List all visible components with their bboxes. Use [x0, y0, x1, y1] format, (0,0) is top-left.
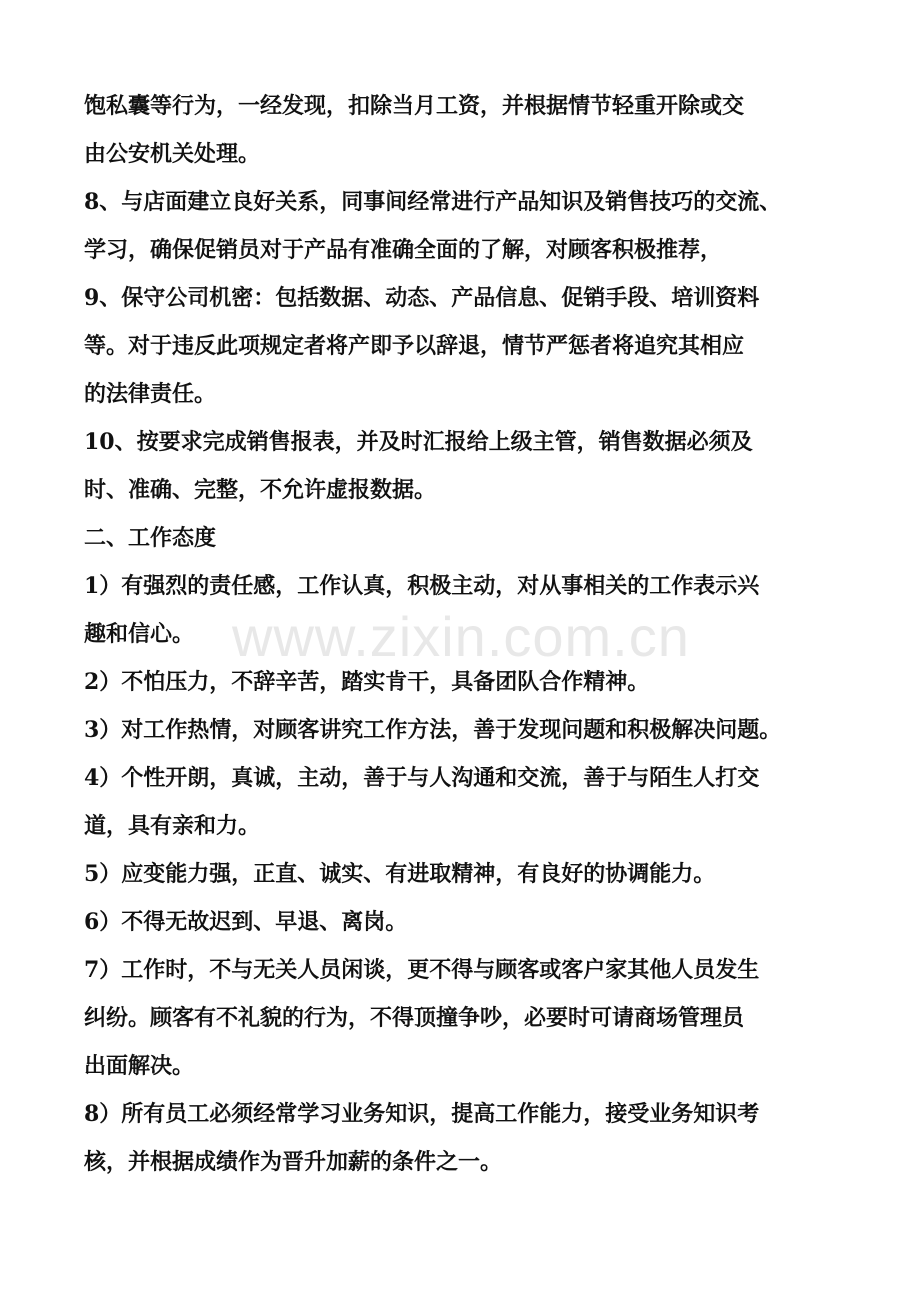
text-line: 学习，确保促销员对于产品有准确全面的了解，对顾客积极推荐，	[84, 237, 723, 263]
text-line: 6）不得无故迟到、早退、离岗。	[84, 909, 408, 935]
text-line: 饱私囊等行为，一经发现，扣除当月工资，并根据情节轻重开除或交	[84, 93, 745, 119]
text-line: 10、按要求完成销售报表，并及时汇报给上级主管，销售数据必须及	[84, 429, 753, 455]
text-line: 出面解决。	[84, 1053, 195, 1079]
text-line: 趣和信心。	[84, 621, 195, 647]
text-line: 的法律责任。	[84, 381, 217, 407]
text-line: 纠纷。顾客有不礼貌的行为，不得顶撞争吵，必要时可请商场管理员	[84, 1005, 745, 1031]
text-line: 核，并根据成绩作为晋升加薪的条件之一。	[84, 1149, 503, 1175]
text-line: 8、与店面建立良好关系，同事间经常进行产品知识及销售技巧的交流、	[84, 189, 782, 215]
section-heading: 二、工作态度	[84, 525, 217, 551]
text-line: 1）有强烈的责任感，工作认真，积极主动，对从事相关的工作表示兴	[84, 573, 760, 599]
text-line: 由公安机关处理。	[84, 141, 261, 167]
document-body	[84, 82, 844, 1186]
text-line: 4）个性开朗，真诚，主动，善于与人沟通和交流，善于与陌生人打交	[84, 765, 760, 791]
text-line: 2）不怕压力，不辞辛苦，踏实肯干，具备团队合作精神。	[84, 669, 650, 695]
text-line: 7）工作时，不与无关人员闲谈，更不得与顾客或客户家其他人员发生	[84, 957, 760, 983]
text-line: 5）应变能力强，正直、诚实、有进取精神，有良好的协调能力。	[84, 861, 716, 887]
text-line: 8）所有员工必须经常学习业务知识，提高工作能力，接受业务知识考	[84, 1101, 760, 1127]
text-line: 时、准确、完整，不允许虚报数据。	[84, 477, 437, 503]
watermark-text: www.zixin.com.cn	[232, 605, 690, 668]
text-line: 3）对工作热情，对顾客讲究工作方法，善于发现问题和积极解决问题。	[84, 717, 782, 743]
text-line: 等。对于违反此项规定者将产即予以辞退，情节严惩者将追究其相应	[84, 333, 745, 359]
text-line: 9、保守公司机密：包括数据、动态、产品信息、促销手段、培训资料	[84, 285, 760, 311]
text-line: 道，具有亲和力。	[84, 813, 261, 839]
